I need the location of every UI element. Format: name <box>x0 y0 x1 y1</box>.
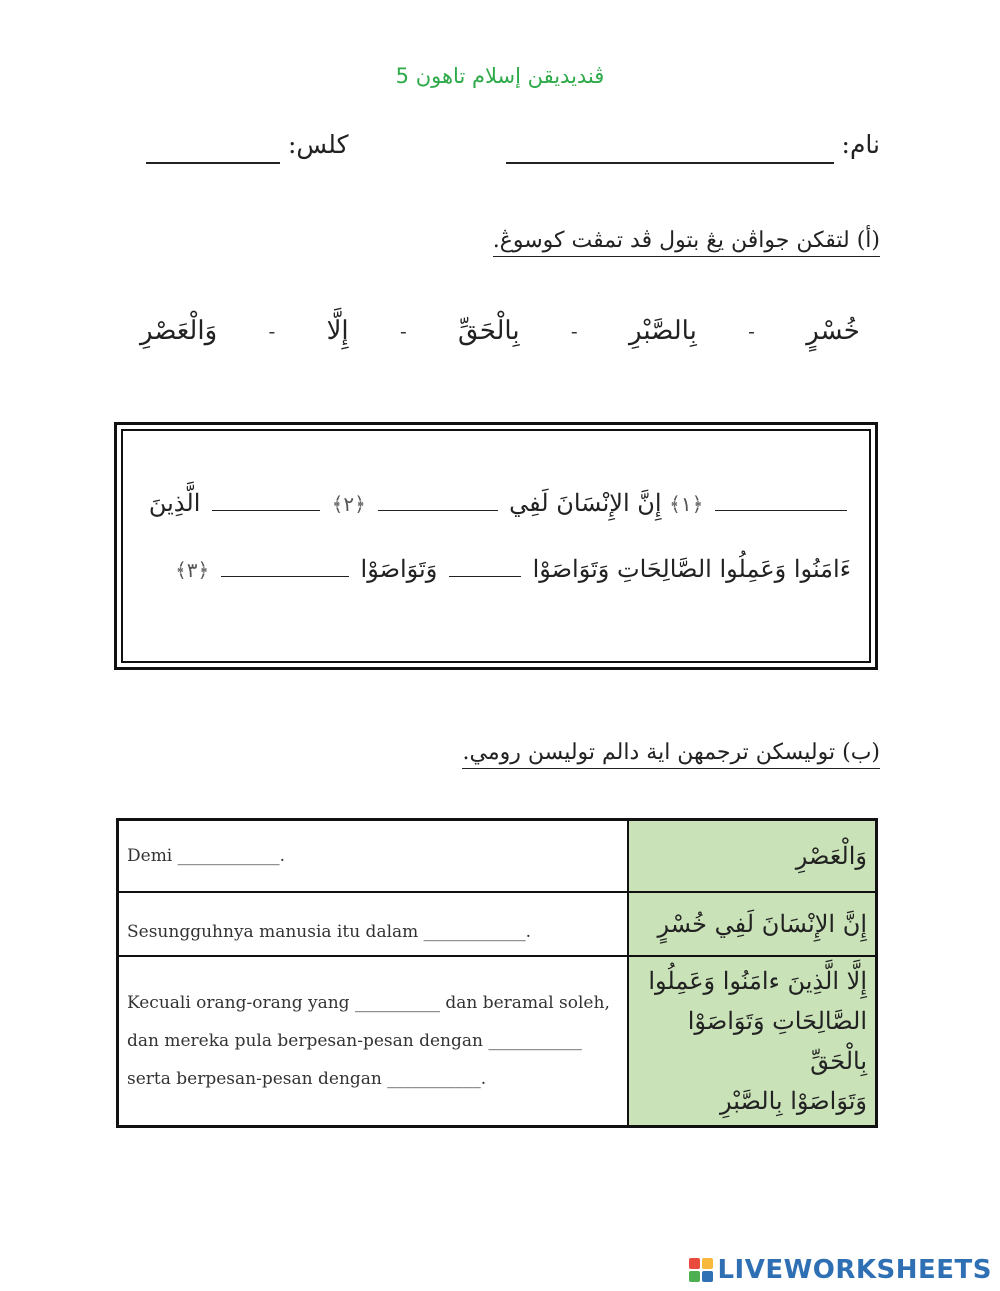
arabic-text: وَتَوَاصَوْا بِالصَّبْرِ <box>719 1086 867 1115</box>
section-b-heading: (ب) توليسكن ترجمهن اية دالم توليسن رومي. <box>462 740 880 769</box>
arabic-text: الصَّالِحَاتِ وَتَوَاصَوْا بِالْحَقِّ <box>687 1006 867 1075</box>
class-input-line[interactable] <box>146 162 280 164</box>
malay-text: Demi ____________. <box>127 845 286 866</box>
blank-4[interactable] <box>449 573 521 577</box>
name-input-line[interactable] <box>506 162 834 164</box>
arabic-text: إِنَّ الإِنْسَانَ لَفِي خُسْرٍ <box>657 909 867 938</box>
table-row <box>118 956 877 1127</box>
ayah-text: إِنَّ الإِنْسَانَ لَفِي <box>509 489 662 517</box>
arabic-text: وَالْعَصْرِ <box>795 841 867 870</box>
word-bank-item[interactable]: خُسْرٍ <box>806 316 860 346</box>
blank-1[interactable] <box>715 507 847 511</box>
class-label: كلس: <box>288 130 349 159</box>
word-bank-item[interactable]: بِالصَّبْرِ <box>629 316 697 346</box>
logo-square <box>689 1271 700 1282</box>
arabic-text: إِلَّا الَّذِينَ ءامَنُوا وَعَمِلُوا <box>648 966 867 995</box>
table-row <box>118 892 877 956</box>
blank-2[interactable] <box>378 507 498 511</box>
word-separator: - <box>399 319 407 343</box>
malay-text: Kecuali orang-orang yang __________ dan beramal soleh, <box>127 992 610 1013</box>
logo-mark-icon <box>689 1258 713 1282</box>
ayah-marker: ﴿١﴾ <box>669 492 704 516</box>
malay-text: Sesungguhnya manusia itu dalam ____________. <box>127 921 532 942</box>
ayah-line-2 <box>141 555 851 583</box>
surah-fill-box-inner <box>121 429 871 663</box>
table-row <box>118 820 877 892</box>
word-bank-item[interactable]: إِلَّا <box>326 316 349 346</box>
malay-cell[interactable] <box>118 956 628 1127</box>
word-bank-item[interactable]: وَالْعَصْرِ <box>140 316 218 346</box>
logo-text: LIVEWORKSHEETS <box>717 1255 992 1285</box>
word-separator: - <box>570 319 578 343</box>
logo-square <box>702 1258 713 1269</box>
word-bank <box>140 308 860 354</box>
malay-cell[interactable] <box>118 892 628 956</box>
surah-fill-box <box>114 422 878 670</box>
ayah-text: الَّذِينَ <box>148 489 201 517</box>
ayah-text: وَتَوَاصَوْا <box>360 555 438 583</box>
arabic-cell <box>628 892 877 956</box>
word-bank-item[interactable]: بِالْحَقِّ <box>458 316 520 346</box>
arabic-cell <box>628 956 877 1127</box>
arabic-cell <box>628 820 877 892</box>
word-separator: - <box>268 319 276 343</box>
word-separator: - <box>748 319 755 343</box>
section-a-heading: (أ) لتقكن جواڤن يڠ بتول ڤد تمڤت كوسوڠ. <box>493 228 880 257</box>
worksheet-title: ڤنديديقن إسلام تاهون 5 <box>395 64 605 88</box>
ayah-text: ءَامَنُوا وَعَمِلُوا الصَّالِحَاتِ وَتَوَاصَوْا <box>532 555 851 583</box>
logo-square <box>689 1258 700 1269</box>
ayah-line-1 <box>141 489 851 517</box>
translation-table <box>116 818 878 1128</box>
blank-3[interactable] <box>212 507 320 511</box>
malay-text: serta berpesan-pesan dengan ___________. <box>127 1068 487 1089</box>
name-label: نام: <box>841 130 880 159</box>
malay-cell[interactable] <box>118 820 628 892</box>
malay-text: dan mereka pula berpesan-pesan dengan ___________ <box>127 1030 582 1051</box>
blank-5[interactable] <box>221 573 349 577</box>
logo-square <box>702 1271 713 1282</box>
ayah-marker: ﴿٢﴾ <box>331 492 366 516</box>
liveworksheets-logo[interactable] <box>689 1254 992 1286</box>
ayah-marker: ﴿٣﴾ <box>175 558 210 582</box>
